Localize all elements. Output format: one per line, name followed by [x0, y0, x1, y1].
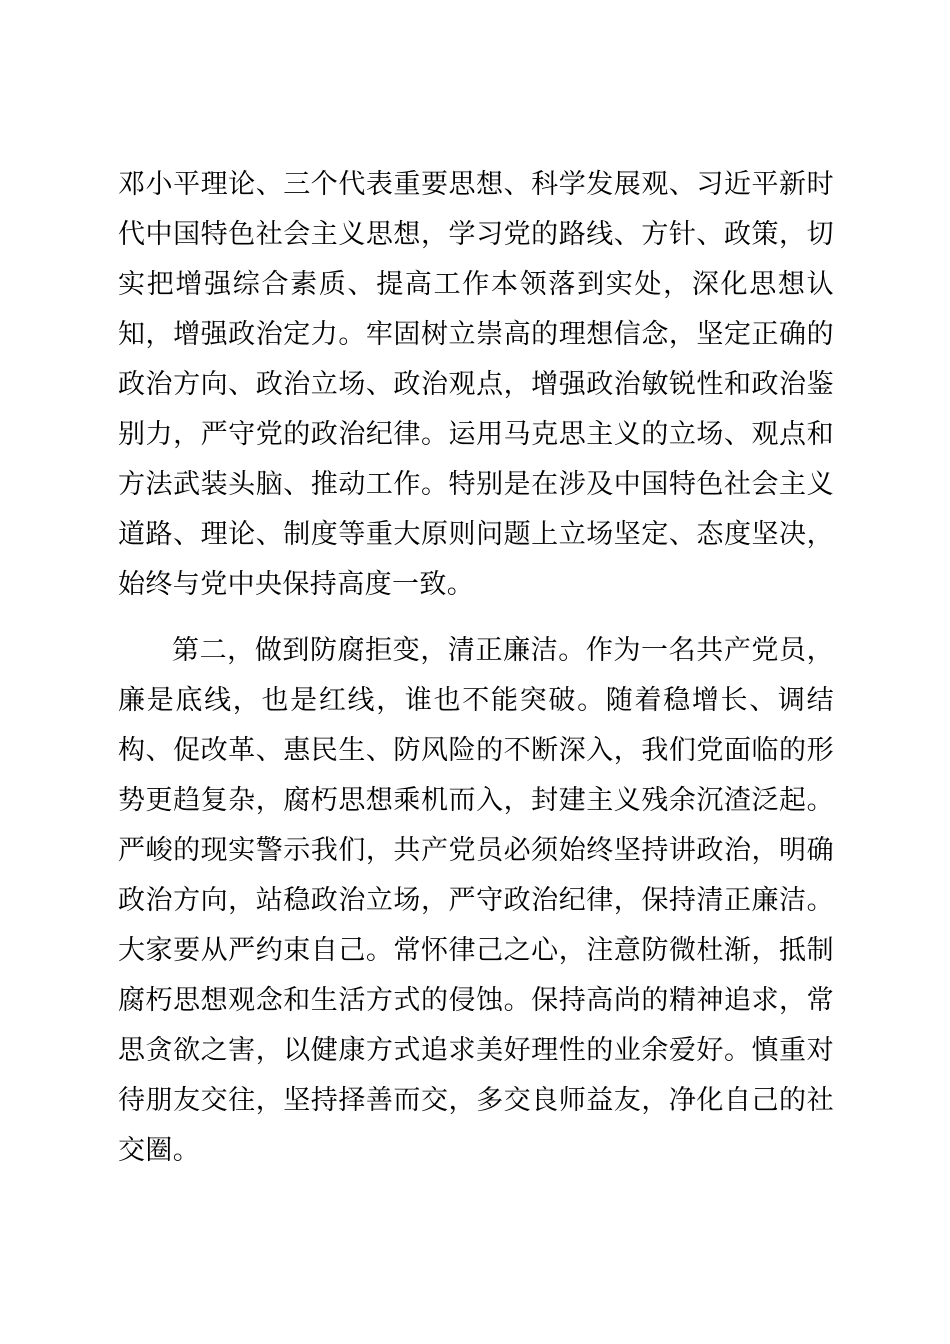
document-body: [118, 160, 834, 1176]
paragraph-second-point: 第二，做到防腐拒变，清正廉洁。作为一名共产党员，廉是底线，也是红线，谁也不能突破。随着稳增长、调结构、促改革、惠民生、防风险的不断深入，我们党面临的形势更趋复杂，腐朽思想乘机而入，封建主义残余沉渣泛起。严峻的现实警示我们，共产党员必须始终坚持讲政治，明确政治方向，站稳政治立场，严守政治纪律，保持清正廉洁。大家要从严约束自己。常怀律己之心，注意防微杜渐，抵制腐朽思想观念和生活方式的侵蚀。保持高尚的精神追求，常思贪欲之害，以健康方式追求美好理性的业余爱好。慎重对待朋友交往，坚持择善而交，多交良师益友，净化自己的社交圈。: [118, 635, 834, 1166]
paragraph-continued: 邓小平理论、三个代表重要思想、科学发展观、习近平新时代中国特色社会主义思想，学习党的路线、方针、政策，切实把增强综合素质、提高工作本领落到实处，深化思想认知，增强政治定力。牢固树立崇高的理想信念，坚定正确的政治方向、政治立场、政治观点，增强政治敏锐性和政治鉴别力，严守党的政治纪律。运用马克思主义的立场、观点和方法武装头脑、推动工作。特别是在涉及中国特色社会主义道路、理论、制度等重大原则问题上立场坚定、态度坚决，始终与党中央保持高度一致。: [118, 169, 834, 600]
